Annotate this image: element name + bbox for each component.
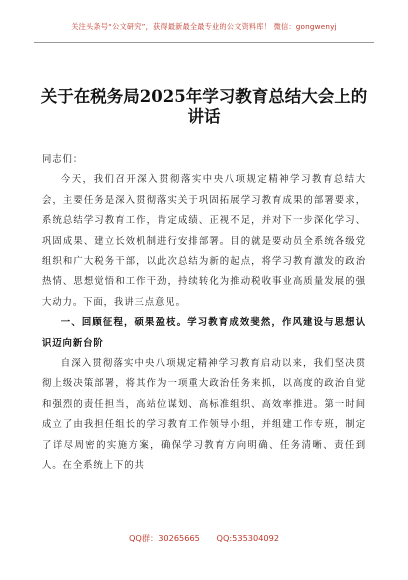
footer-qq-group: QQ群：30265665	[128, 533, 200, 543]
document-title: 关于在税务局2025年学习教育总结大会上的讲话	[40, 87, 368, 127]
footer-contact	[0, 533, 408, 544]
document-body	[42, 150, 366, 477]
salutation: 同志们：	[42, 154, 84, 165]
footer-qq: QQ:535304092	[216, 533, 280, 543]
header-banner: 关注头条号“公文研究”，获得最新最全最专业的公文资料库！ 微信：gongwenyj	[71, 22, 337, 31]
header-divider	[34, 42, 374, 43]
paragraph-section-1: 自深入贯彻落实中央八项规定精神学习教育启动以来，我们坚决贯彻上级决策部署，将其作为一项重大政治任务来抓，以高度的政治自觉和强烈的责任担当，高站位谋划、高标准组织、高效率推进。第一时间成立了由我担任组长的学习教育工作领导小组，并组建工作专班，制定了详尽周密的实施方案，确保学习教育方向明确、任务清晰、责任到人。在全系统上下的共	[42, 358, 366, 472]
section-heading-1: 一、回顾征程，硕果盈枝。学习教育成效斐然，作风建设与思想认识迈向新台阶	[42, 317, 366, 349]
paragraph-intro: 今天，我们召开深入贯彻落实中央八项规定精神学习教育总结大会，主要任务是深入贯彻落实关于巩固拓展学习教育成果的部署要求，系统总结学习教育工作，肯定成绩、正视不足，并对下一步深化学习、巩固成果、建立长效机制进行安排部署。目的就是要动员全系统各级党组织和广大税务干部，以此次总结为新的起点，将学习教育激发的政治热情、思想觉悟和工作干劲，持续转化为推动税收事业高质量发展的强大动力。下面，我讲三点意见。	[42, 174, 366, 308]
